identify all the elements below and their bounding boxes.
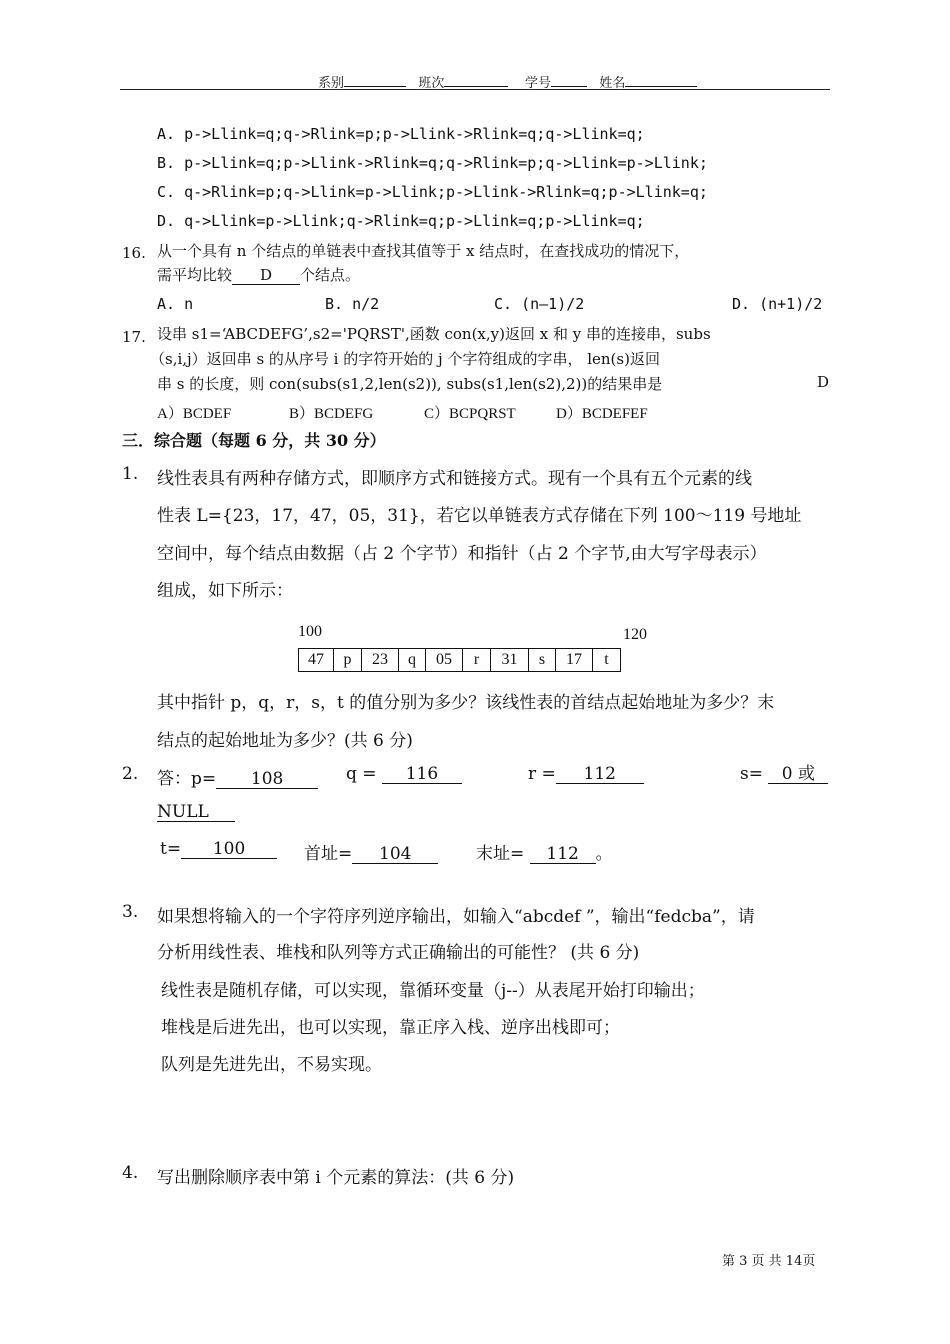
- q-value: 116: [382, 765, 462, 784]
- p4-line: 写出删除顺序表中第 i 个元素的算法：(共 6 分): [157, 1168, 515, 1188]
- tail-label: 末址=: [476, 844, 525, 864]
- s-label: s=: [740, 764, 763, 784]
- end-mark: 。: [595, 844, 613, 864]
- p3-line1: 如果想将输入的一个字符序列逆序输出，如输入“abcdef ”，输出“fedcba”，请: [157, 907, 755, 927]
- q15-option-d: D. q->Llink=p->Llink;q->Rlink=q;p->Llink=q;p->Llink=q;: [157, 212, 645, 230]
- class-label: 班次: [418, 76, 445, 91]
- q15-option-c: C. q->Rlink=p;q->Llink=p->Llink;p->Llink->Rlink=q;p->Llink=q;: [157, 183, 708, 201]
- tail-value: 112: [530, 845, 596, 864]
- header-rule: [120, 89, 830, 90]
- q17-line2: （s,i,j）返回串 s 的从序号 i 的字符开始的 j 个字符组成的字串， len(s)返回: [150, 350, 660, 368]
- q16-option-a: A. n: [157, 295, 194, 313]
- s-value: 0 或: [768, 765, 828, 784]
- q-label: q =: [346, 764, 377, 784]
- s-field: [740, 764, 828, 784]
- p1-after-line1: 其中指针 p，q，r，s，t 的值分别为多少？该线性表的首结点起始地址为多少？末: [157, 693, 775, 713]
- p1-line2: 性表 L={23，17，47，05，31}，若它以单链表方式存储在下列 100～119 号地址: [157, 506, 802, 526]
- r-value: 112: [556, 765, 644, 784]
- mem-cell-pointer: t: [593, 649, 621, 672]
- mem-cell-data: 47: [299, 649, 334, 672]
- t-label: t=: [160, 839, 182, 859]
- mem-cell-pointer: r: [463, 649, 491, 672]
- p2-number: 2.: [122, 764, 139, 784]
- name-label: 姓名: [599, 76, 626, 91]
- q16-number: 16.: [122, 244, 146, 262]
- p3-line2: 分析用线性表、堆栈和队列等方式正确输出的可能性？ (共 6 分): [157, 943, 640, 963]
- q17-option-d: D）BCDEFEF: [556, 406, 648, 422]
- mem-cell-data: 05: [426, 649, 463, 672]
- id-blank: [551, 86, 587, 87]
- q17-option-c: C）BCPQRST: [424, 406, 516, 422]
- q16-line2-pre: 需平均比较: [157, 266, 233, 284]
- q16-option-c: C. (n—1)/2: [494, 295, 585, 313]
- page-footer: 第 3 页 共 14页: [722, 1254, 816, 1269]
- mem-cell-data: 17: [556, 649, 593, 672]
- mem-cell-pointer: p: [334, 649, 362, 672]
- head-value: 104: [352, 845, 438, 864]
- p-label: 答：p=: [157, 769, 217, 789]
- q16-line1: 从一个具有 n 个结点的单链表中查找其值等于 x 结点时，在查找成功的情况下，: [157, 242, 690, 260]
- head-field: [304, 839, 438, 864]
- q17-line1: 设串 s1=‘ABCDEFG’,s2='PQRST',函数 con(x,y)返回 x 和 y 串的连接串，subs: [157, 325, 711, 343]
- t-value: 100: [181, 840, 277, 859]
- p1-line1: 线性表具有两种存储方式，即顺序方式和链接方式。现有一个具有五个元素的线: [157, 469, 752, 489]
- q16-option-b: B. n/2: [325, 295, 380, 313]
- p-value: 108: [216, 770, 318, 789]
- p3-answer-1: 线性表是随机存储，可以实现，靠循环变量（j--）从表尾开始打印输出；: [161, 981, 705, 1001]
- r-label: r =: [528, 764, 556, 784]
- mem-cell-pointer: q: [399, 649, 426, 672]
- q16-line2: [157, 264, 360, 285]
- head-label: 首址=: [304, 844, 353, 864]
- tail-field: [476, 839, 613, 864]
- q15-option-a: A. p->Llink=q;q->Rlink=p;p->Llink->Rlink=q;q->Llink=q;: [157, 125, 645, 143]
- p4-number: 4.: [122, 1163, 139, 1183]
- p3-number: 3.: [122, 902, 139, 922]
- p1-number: 1.: [122, 464, 139, 484]
- section-3-title: 三．综合题（每题 6 分，共 30 分）: [122, 431, 386, 450]
- q17-option-b: B）BCDEFG: [289, 406, 374, 422]
- q17-number: 17.: [122, 328, 146, 346]
- q15-option-b: B. p->Llink=q;p->Llink->Rlink=q;q->Rlink=p;q->Llink=p->Llink;: [157, 154, 708, 172]
- q16-line2-post: 个结点。: [300, 266, 361, 284]
- p1-line4: 组成，如下所示：: [157, 581, 293, 601]
- p3-answer-2: 堆栈是后进先出，也可以实现，靠正序入栈、逆序出栈即可；: [161, 1018, 620, 1038]
- memory-table: [298, 648, 621, 672]
- q16-answer: D: [232, 266, 300, 285]
- dept-blank: [344, 86, 406, 87]
- mem-cell-data: 31: [491, 649, 529, 672]
- dept-label: 系别: [318, 76, 345, 91]
- q17-option-a: A）BCDEF: [157, 406, 232, 422]
- q-field: [346, 764, 462, 784]
- class-blank: [444, 86, 508, 87]
- s-value-continued: [157, 802, 235, 822]
- mem-cell-pointer: s: [529, 649, 556, 672]
- t-field: [160, 839, 277, 859]
- addr-start: 100: [298, 623, 322, 640]
- q17-answer: D: [817, 373, 830, 391]
- memory-row: [299, 649, 621, 672]
- q16-option-d: D. (n+1)/2: [732, 295, 823, 313]
- p2-line1: [157, 764, 318, 789]
- p3-answer-3: 队列是先进先出，不易实现。: [161, 1055, 382, 1075]
- mem-cell-data: 23: [362, 649, 399, 672]
- q17-line3: 串 s 的长度，则 con(subs(s1,2,len(s2)), subs(s1,len(s2),2))的结果串是: [157, 375, 663, 393]
- id-label: 学号: [524, 76, 551, 91]
- name-blank: [625, 86, 697, 87]
- p1-line3: 空间中，每个结点由数据（占 2 个字节）和指针（占 2 个字节,由大写字母表示）: [157, 544, 767, 564]
- r-field: [528, 764, 644, 784]
- s-value-null: NULL: [157, 803, 235, 822]
- p1-after-line2: 结点的起始地址为多少？(共 6 分): [157, 731, 413, 751]
- addr-end: 120: [623, 626, 647, 643]
